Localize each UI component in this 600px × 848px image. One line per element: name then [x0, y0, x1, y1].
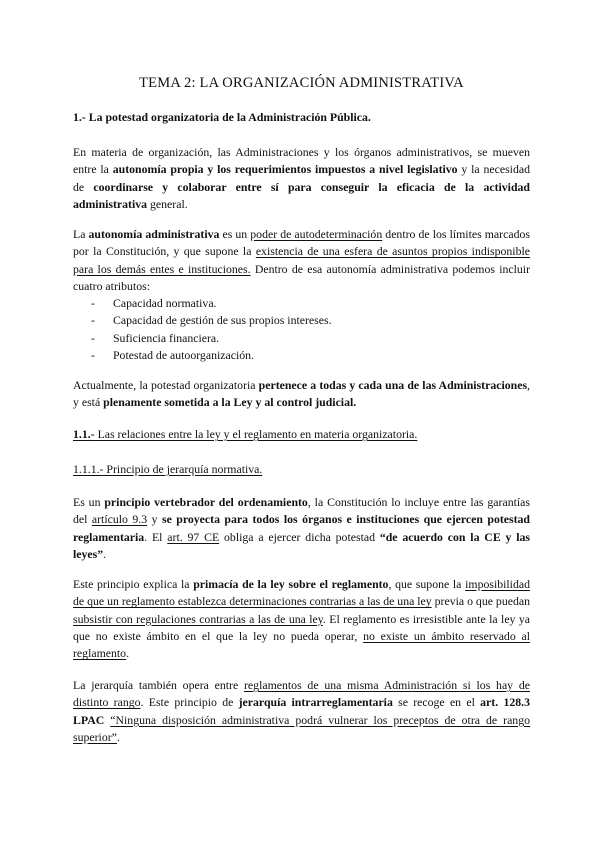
- paragraph-5: Este principio explica la primacía de la ley sobre el reglamento, que supone la imposibilidad de que un reglamento establezca determinaciones contrarias a las de una ley previa o que puedan subsistir con regulaciones contrarias a las de una ley. El reglamento es irresistible ante la ley ya que no existe ámbito en el que la ley no pueda operar, no existe un ámbito reservado al reglamento.: [73, 577, 530, 661]
- paragraph-6: La jerarquía también opera entre reglamentos de una misma Administración si los hay de distinto rango. Este principio de jerarquía intrarreglamentaria se recoge en el art. 128.3 LPAC “Ninguna disposición administrativa podrá vulnerar los preceptos de otra de rango superior”.: [73, 678, 531, 744]
- section-heading-1-1: 1.1.- Las relaciones entre la ley y el reglamento en materia organizatoria.: [73, 427, 418, 441]
- section-heading-1-1-1: 1.1.1.- Principio de jerarquía normativa.: [73, 462, 263, 476]
- list-item: - Potestad de autoorganización.: [73, 347, 530, 364]
- paragraph-2: La autonomía administrativa es un poder de autodeterminación dentro de los límites marcados por la Constitución, y que supone la existencia de una esfera de asuntos propios indisponible para los demás entes e instituciones. Dentro de esa autonomía administrativa podemos incluir cuatro atributos: - Capacidad normativa. - Capacidad de gestión de sus propios intereses. - Suficiencia financiera. - Potestad de autoorganización.: [73, 226, 530, 364]
- list-item: - Capacidad normativa.: [73, 295, 530, 312]
- section-heading-1: 1.- La potestad organizatoria de la Administración Pública.: [73, 110, 371, 124]
- document-title: TEMA 2: LA ORGANIZACIÓN ADMINISTRATIVA: [139, 75, 464, 91]
- paragraph-3: Actualmente, la potestad organizatoria pertenece a todas y cada una de las Administraciones, y está plenamente sometida a la Ley y al control judicial.: [73, 378, 530, 410]
- paragraph-1: En materia de organización, las Administraciones y los órganos administrativos, se mueven entre la autonomía propia y los requerimientos impuestos a nivel legislativo y la necesidad de coordinarse y colaborar entre sí para conseguir la eficacia de la actividad administrativa general.: [73, 145, 530, 211]
- paragraph-4: Es un principio vertebrador del ordenamiento, la Constitución lo incluye entre las garantías del artículo 9.3 y se proyecta para todos los órganos e instituciones que ejercen potestad reglamentaria. El art. 97 CE obliga a ejercer dicha potestad “de acuerdo con la CE y las leyes”.: [73, 495, 530, 561]
- attributes-list: [73, 295, 530, 364]
- list-item: - Suficiencia financiera.: [73, 330, 530, 347]
- list-item: - Capacidad de gestión de sus propios intereses.: [73, 312, 530, 329]
